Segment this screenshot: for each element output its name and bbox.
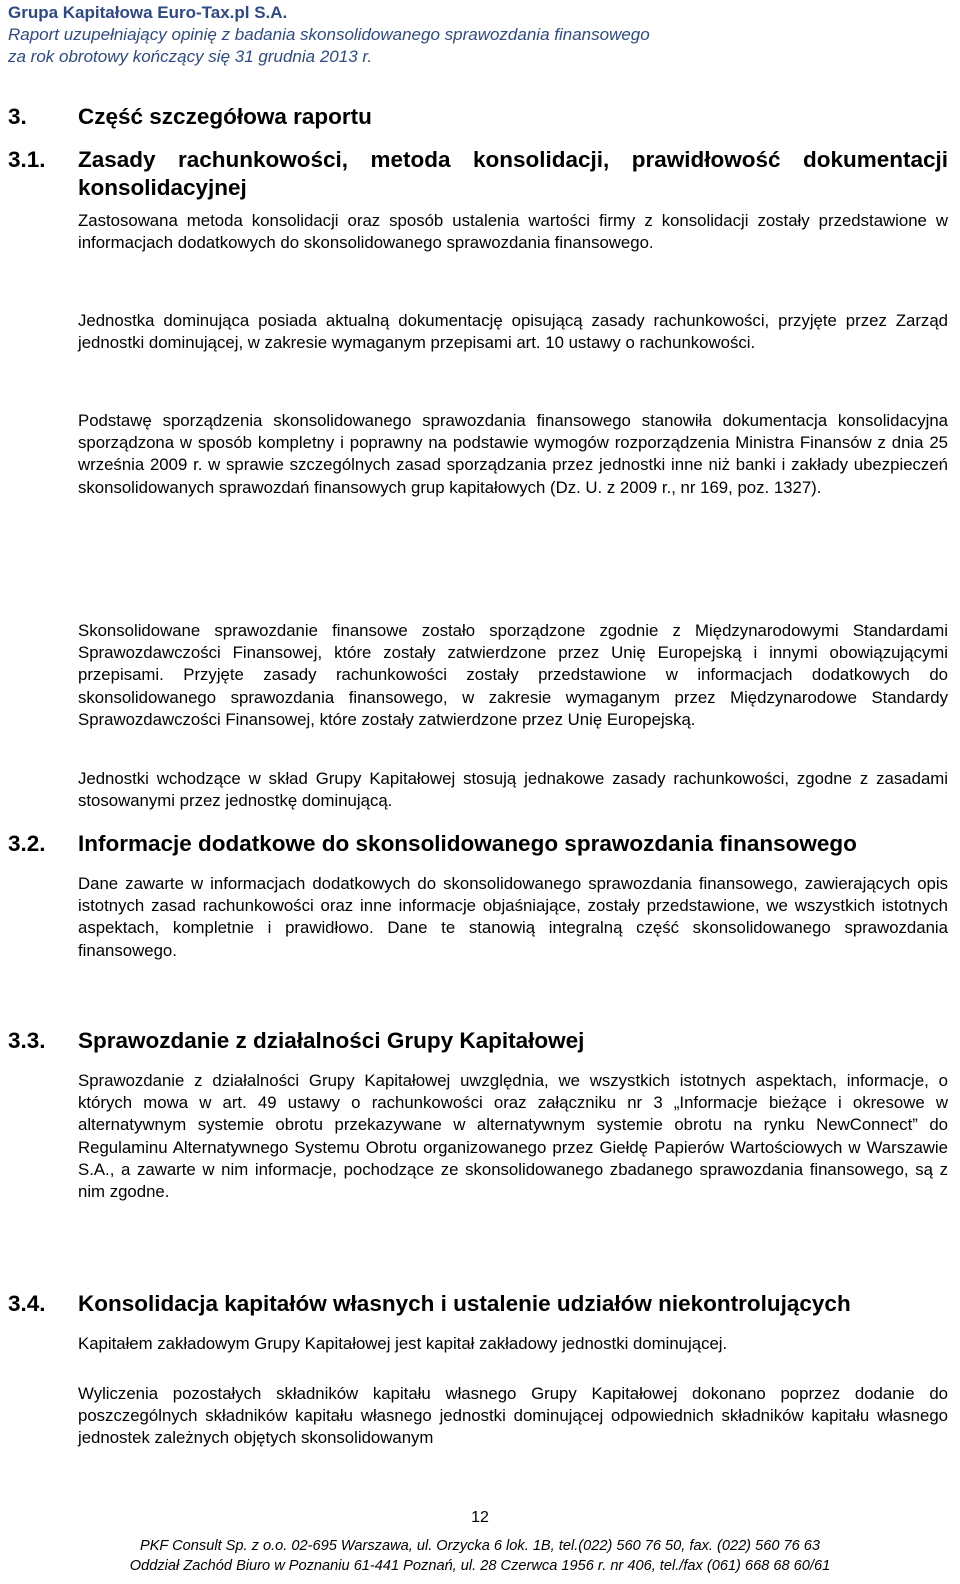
subsection-3-3-number: 3.3. [8,1028,46,1053]
subsection-3-3-heading [8,1027,948,1055]
section-3-title: Część szczegółowa raportu [78,104,372,129]
page-header [8,2,948,68]
paragraph-3-1-d: Skonsolidowane sprawozdanie finansowe zostało sporządzone zgodnie z Międzynarodowymi Standardami Sprawozdawczości Finansowej, które zostały zatwierdzone przez Unię Europejską i innymi obowiązującymi przepisami. Przyjęte zasady rachunkowości zostały przedstawione w informacjach dodatkowych do skonsolidowanego sprawozdania finansowego, w zakresie wymaganym przez Międzynarodowe Standardy Sprawozdawczości Finansowej, które zostały zatwierdzone przez Unię Europejską. [78,621,948,729]
subsection-3-1-title: Zasady rachunkowości, metoda konsolidacji, prawidłowość dokumentacji konsolidacyjnej [78,147,948,200]
subsection-3-2-heading [8,830,948,858]
header-company: Grupa Kapitałowa Euro-Tax.pl S.A. [8,3,288,22]
section-3-number: 3. [8,104,27,129]
section-3-heading [8,103,372,131]
paragraph-3-1-e: Jednostki wchodzące w skład Grupy Kapitałowej stosują jednakowe zasady rachunkowości, zgodne z zasadami stosowanymi przez jednostkę dominującą. [78,769,948,811]
paragraph-3-1-c: Podstawę sporządzenia skonsolidowanego sprawozdania finansowego stanowiła dokumentacja konsolidacyjna sporządzona w sposób kompletny i poprawny na podstawie wymogów rozporządzenia Ministra Finansów z dnia 25 września 2009 r. w sprawie szczególnych zasad sporządzania przez jednostki inne niż banki i zakłady ubezpieczeń skonsolidowanych sprawozdań finansowych grup kapitałowych (Dz. U. z 2009 r., nr 169, poz. 1327). [78,411,948,497]
paragraph-3-1-a: Zastosowana metoda konsolidacji oraz sposób ustalenia wartości firmy z konsolidacji zostały przedstawione w informacjach dodatkowych do skonsolidowanego sprawozdania finansowego. [78,211,948,253]
page-footer [0,1536,960,1576]
paragraph-3-4-a: Kapitałem zakładowym Grupy Kapitałowej jest kapitał zakładowy jednostki dominującej. [78,1334,728,1353]
footer-line-2: Oddział Zachód Biuro w Poznaniu 61-441 Poznań, ul. 28 Czerwca 1956 r. nr 406, tel./fax (061) 668 68 60/61 [129,1558,831,1574]
paragraph-3-2: Dane zawarte w informacjach dodatkowych do skonsolidowanego sprawozdania finansowego, zawierających opis istotnych zasad rachunkowości oraz inne informacje objaśniające, zostały przedstawione, we wszystkich istotnych aspektach, kompletnie i prawidłowo. Dane te stanowią integralną część skonsolidowanego sprawozdania finansowego. [78,874,948,960]
subsection-3-4-title: Konsolidacja kapitałów własnych i ustalenie udziałów niekontrolujących [78,1291,851,1316]
paragraph-3-4-b: Wyliczenia pozostałych składników kapitału własnego Grupy Kapitałowej dokonano poprzez dodanie do poszczególnych składników kapitału własnego jednostki dominującej odpowiednich składników kapitału własnego jednostek zależnych objętych skonsolidowanym [78,1384,948,1448]
subsection-3-1-number: 3.1. [8,147,46,172]
header-period: za rok obrotowy kończący się 31 grudnia 2013 r. [8,47,373,66]
subsection-3-1-heading [8,146,948,202]
paragraph-3-3: Sprawozdanie z działalności Grupy Kapitałowej uwzględnia, we wszystkich istotnych aspektach, informacje, o których mowa w art. 49 ustawy o rachunkowości oraz załączniku nr 3 „Informacje bieżące i okresowe w alternatywnym systemie obrotu przekazywane w alternatywnym systemie obrotu na rynku NewConnect” do Regulaminu Alternatywnego Systemu Obrotu organizowanego przez Giełdę Papierów Wartościowych w Warszawie S.A., a zawarte w nim informacje, pochodzące ze skonsolidowanego zbadanego sprawozdania finansowego, są z nim zgodne. [78,1071,948,1202]
subsection-3-4-heading [8,1290,948,1318]
subsection-3-3-title: Sprawozdanie z działalności Grupy Kapitałowej [78,1028,585,1053]
header-report-title: Raport uzupełniający opinię z badania skonsolidowanego sprawozdania finansowego [8,25,650,44]
page-number: 12 [471,1509,489,1526]
subsection-3-2-title: Informacje dodatkowe do skonsolidowanego sprawozdania finansowego [78,831,857,856]
paragraph-3-1-b: Jednostka dominująca posiada aktualną dokumentację opisującą zasady rachunkowości, przyjęte przez Zarząd jednostki dominującej, w zakresie wymaganym przepisami art. 10 ustawy o rachunkowości. [78,311,948,353]
footer-line-1: PKF Consult Sp. z o.o. 02-695 Warszawa, ul. Orzycka 6 lok. 1B, tel.(022) 560 76 50, fax. (022) 560 76 63 [139,1538,821,1554]
subsection-3-4-number: 3.4. [8,1291,46,1316]
subsection-3-2-number: 3.2. [8,831,46,856]
